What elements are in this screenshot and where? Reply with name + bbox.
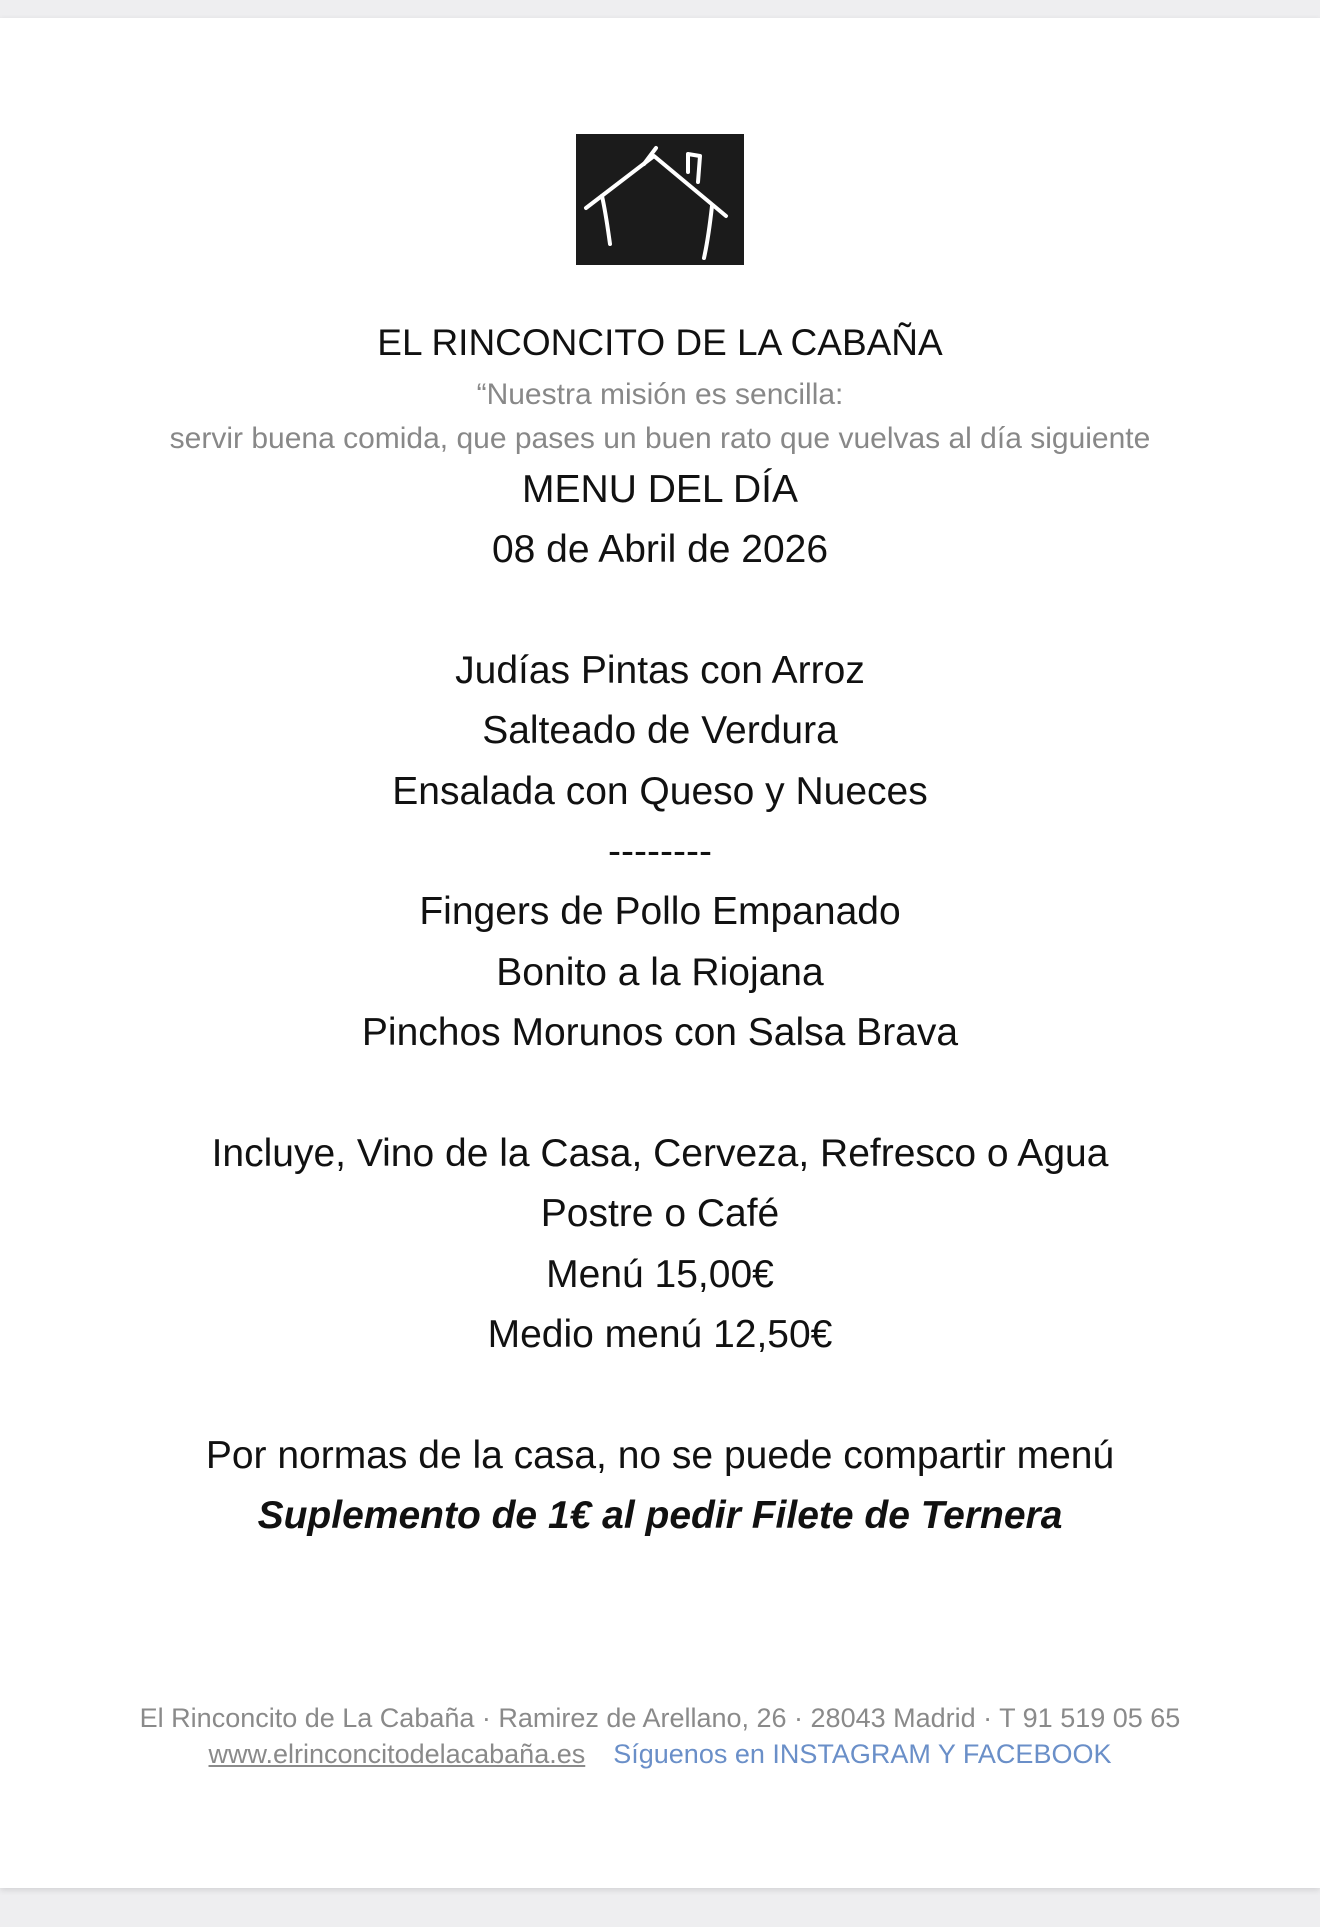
first-course-2: Salteado de Verdura — [482, 709, 838, 752]
restaurant-name: EL RINCONCITO DE LA CABAÑA — [377, 322, 943, 363]
course-separator: -------- — [608, 830, 712, 873]
first-course-3: Ensalada con Queso y Nueces — [392, 770, 928, 813]
house-rule: Por normas de la casa, no se puede compartir menú — [205, 1434, 1115, 1477]
website-link[interactable]: www.elrinconcitodelacabaña.es — [208, 1739, 586, 1769]
mission-line-1: “Nuestra misión es sencilla: — [476, 378, 844, 411]
social-link[interactable]: Síguenos en INSTAGRAM Y FACEBOOK — [613, 1739, 1112, 1769]
menu-heading: MENU DEL DÍA — [522, 468, 798, 511]
mission-line-2: servir buena comida, que pases un buen rato que vuelvas al día siguiente — [169, 422, 1151, 455]
menu-date: 08 de Abril de 2026 — [491, 528, 829, 571]
supplement-note: Suplemento de 1€ al pedir Filete de Ternera — [257, 1494, 1063, 1537]
footer-address: El Rinconcito de La Cabaña · Ramirez de Arellano, 26 · 28043 Madrid · T 91 519 05 65 — [139, 1703, 1181, 1733]
house-logo-icon — [576, 134, 744, 265]
price-full: Menú 15,00€ — [546, 1253, 774, 1296]
menu-dessert: Postre o Café — [540, 1192, 780, 1235]
second-course-2: Bonito a la Riojana — [496, 951, 824, 994]
second-course-3: Pinchos Morunos con Salsa Brava — [361, 1011, 959, 1054]
price-half: Medio menú 12,50€ — [487, 1313, 833, 1356]
menu-page — [0, 18, 1320, 1888]
footer-links — [0, 1739, 1320, 1770]
menu-includes: Incluye, Vino de la Casa, Cerveza, Refresco o Agua — [211, 1132, 1109, 1175]
first-course-1: Judías Pintas con Arroz — [455, 649, 865, 692]
second-course-1: Fingers de Pollo Empanado — [419, 890, 901, 933]
